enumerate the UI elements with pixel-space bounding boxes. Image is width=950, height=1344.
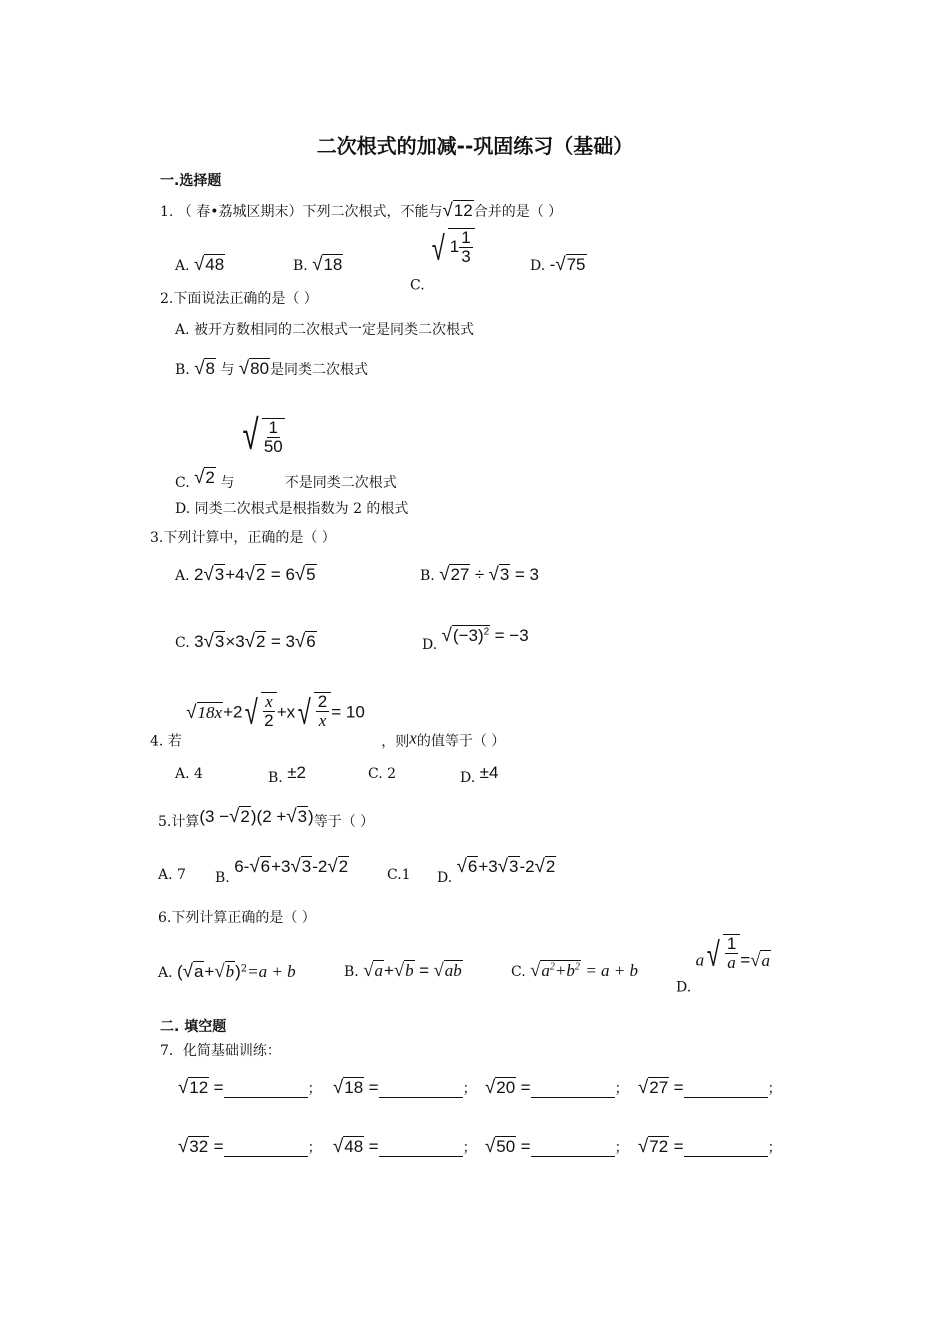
sqrt-expression: √27 [638, 1076, 669, 1097]
question-4: 4. 若 √18x+2 √ $\frac{x}{2}$ +x √ $\frac{2}{x}$ = 10 ，则x的值等于（ ） [150, 692, 506, 750]
q1-option-c: C. √ 1 $\frac{1}{3}$ [410, 228, 475, 294]
q4-option-c: C. 2 [368, 766, 397, 782]
q7-item [333, 1076, 477, 1098]
q1-text: 1. （ 春•荔城区期末）下列二次根式，不能与 [160, 204, 443, 220]
equals-sign: = [368, 1078, 379, 1097]
answer-blank[interactable] [531, 1142, 615, 1157]
page-title: 二次根式的加减--巩固练习（基础） [316, 134, 634, 158]
sqrt-12: √12 [442, 199, 473, 220]
question-5: 5.计算(3 −√2)(2 +√3)等于（ ） [158, 805, 375, 830]
q6-option-b: B. √a+√b = √ab [344, 960, 462, 981]
q2-option-d: D. 同类二次根式是根指数为 2 的根式 [175, 501, 409, 517]
q1-option-a: A. √48 [175, 253, 225, 274]
q7-item [485, 1135, 629, 1157]
sqrt-expression: √72 [638, 1135, 669, 1156]
q5-option-c: C.1 [387, 867, 411, 883]
q4-option-b: B. ±2 [268, 763, 306, 786]
answer-blank[interactable] [379, 1083, 463, 1098]
separator: ； [767, 1140, 782, 1156]
separator: ； [462, 1140, 477, 1156]
sqrt-expression: √32 [178, 1135, 209, 1156]
sqrt-expression: √18 [333, 1076, 364, 1097]
answer-blank[interactable] [684, 1083, 768, 1098]
q4-option-d: D. ±4 [460, 763, 499, 786]
sqrt-expression: √48 [333, 1135, 364, 1156]
separator: ； [462, 1081, 477, 1097]
sqrt-expression: √12 [178, 1076, 209, 1097]
q5-option-a: A. 7 [158, 867, 186, 883]
equals-sign: = [520, 1137, 531, 1156]
q1-option-b: B. √18 [293, 253, 343, 274]
answer-blank[interactable] [224, 1142, 308, 1157]
q2-option-c: C. √2 与 √ $\frac{1}{50}$ 不是同类二次根式 [175, 411, 397, 491]
q7-item [333, 1135, 477, 1157]
answer-blank[interactable] [531, 1083, 615, 1098]
q6-option-d: D. a √ $\frac{1}{a}$ =√a [676, 934, 770, 996]
question-1 [160, 199, 562, 221]
q3-option-a: A. 2√3+4√2 = 6√5 [175, 563, 316, 584]
q5-option-d: D. √6+3√3-2√2 [437, 855, 556, 886]
q5-option-b: B. 6-√6+3√3-2√2 [215, 855, 349, 886]
q3-option-c: C. 3√3×3√2 = 3√6 [175, 630, 316, 651]
q7-item [638, 1076, 782, 1098]
q3-option-d: D. $√(-3)^2 = -3$ [422, 624, 529, 653]
q2-option-a: A. 被开方数相同的二次根式一定是同类二次根式 [175, 322, 475, 338]
q1-option-d: D. -√75 [530, 253, 586, 274]
q4-option-a: A. 4 [175, 766, 203, 782]
q3-option-b: B. √27 ÷ √3 = 3 [420, 563, 539, 584]
equals-sign: = [213, 1137, 224, 1156]
q7-item [485, 1076, 629, 1098]
q7-item [638, 1135, 782, 1157]
separator: ； [614, 1140, 629, 1156]
q7-item [178, 1076, 322, 1098]
answer-blank[interactable] [684, 1142, 768, 1157]
separator: ； [767, 1081, 782, 1097]
separator: ； [307, 1081, 322, 1097]
answer-blank[interactable] [379, 1142, 463, 1157]
question-3: 3.下列计算中，正确的是（ ） [150, 530, 336, 546]
sqrt-expression: √20 [485, 1076, 516, 1097]
q6-option-c: C. $√a^2+b^2 = a + b$ [511, 960, 639, 981]
question-2: 2.下面说法正确的是（ ） [160, 291, 318, 307]
answer-blank[interactable] [224, 1083, 308, 1098]
equals-sign: = [673, 1078, 684, 1097]
q7-item [178, 1135, 322, 1157]
separator: ； [614, 1081, 629, 1097]
separator: ； [307, 1140, 322, 1156]
section-choice-heading: 一.选择题 [160, 173, 222, 189]
q6-option-a: A. $(√a+√b)^2=a + b$ [158, 960, 296, 982]
equals-sign: = [520, 1078, 531, 1097]
section-fill-heading: 二. 填空题 [160, 1019, 227, 1035]
sqrt-expression: √50 [485, 1135, 516, 1156]
equals-sign: = [213, 1078, 224, 1097]
question-7: 7．化简基础训练： [160, 1043, 281, 1059]
q2-option-b: B. √8 与 √80是同类二次根式 [175, 357, 369, 378]
equals-sign: = [673, 1137, 684, 1156]
q1-text-tail: 合并的是（ ） [473, 204, 563, 220]
equals-sign: = [368, 1137, 379, 1156]
question-6: 6.下列计算正确的是（ ） [158, 910, 316, 926]
